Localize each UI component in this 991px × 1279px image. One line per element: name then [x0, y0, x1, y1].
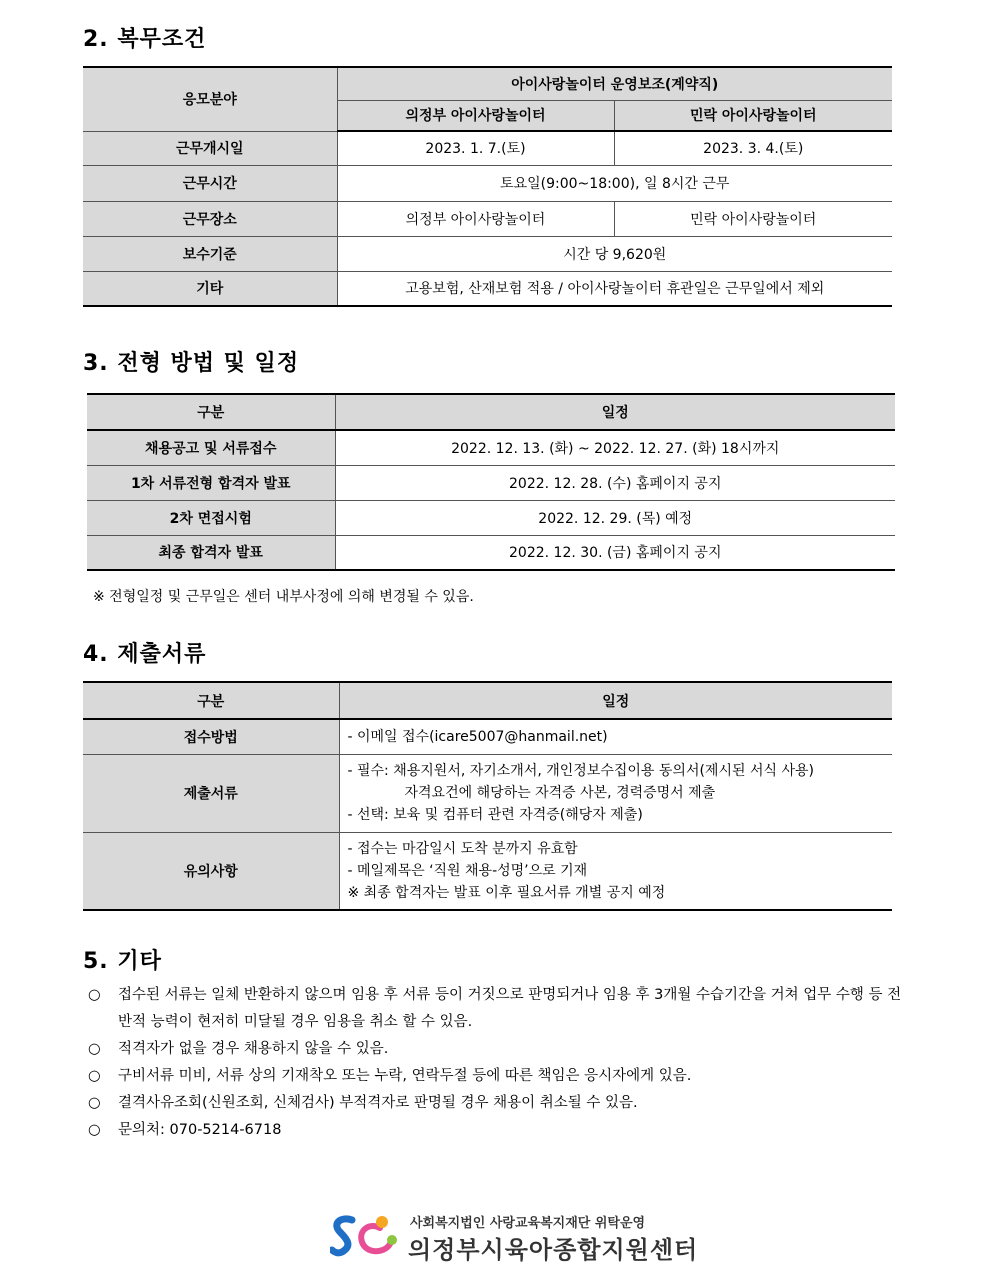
- submission-method: - 이메일 접수(icare5007@hanmail.net): [339, 719, 892, 754]
- header-category: 구분: [87, 394, 335, 430]
- row-value: 2022. 12. 30. (금) 홈페이지 공지: [335, 535, 895, 570]
- work-place-2: 민락 아이사랑놀이터: [614, 201, 892, 236]
- row-label: 유의사항: [83, 832, 339, 910]
- notice: [339, 832, 892, 910]
- row-label: 보수기준: [83, 236, 337, 271]
- table-row: [83, 832, 892, 910]
- row-label: 최종 합격자 발표: [87, 535, 335, 570]
- start-date-2: 2023. 3. 4.(토): [614, 131, 892, 165]
- list-item: ○ 접수된 서류는 일체 반환하지 않으며 임용 후 서류 등이 거짓으로 판명되거나 임용 후 3개월 수습기간을 거쳐 업무 수행 등 전반적 능력이 현저히 미달될 경우 임용을 취소 할 수 있음.: [88, 982, 903, 1036]
- row-label: 근무개시일: [83, 131, 337, 165]
- work-place-1: 의정부 아이사랑놀이터: [337, 201, 614, 236]
- etc-list: [88, 982, 903, 1144]
- bullet-icon: ○: [88, 1122, 101, 1138]
- row-value: 2022. 12. 13. (화) ~ 2022. 12. 27. (화) 18시까지: [335, 430, 895, 465]
- header-category: 구분: [83, 682, 339, 719]
- etc-info: 고용보험, 산재보험 적용 / 아이사랑놀이터 휴관일은 근무일에서 제외: [337, 271, 892, 306]
- work-hours: 토요일(9:00~18:00), 일 8시간 근무: [337, 165, 892, 201]
- doc-line: 자격요건에 해당하는 자격증 사본, 경력증명서 제출: [404, 785, 716, 801]
- row-label: 채용공고 및 서류접수: [87, 430, 335, 465]
- row-label: 근무장소: [83, 201, 337, 236]
- table-row: [83, 165, 892, 201]
- doc-line: - 필수: 채용지원서, 자기소개서, 개인정보수집이용 동의서(제시된 서식 사용): [347, 763, 814, 779]
- list-item: ○ 결격사유조회(신원조회, 신체검사) 부적격자로 판명될 경우 채용이 취소될 수 있음.: [88, 1090, 903, 1117]
- schedule-table: [87, 393, 895, 571]
- table-row: [83, 754, 892, 832]
- table-row: [83, 236, 892, 271]
- header-field: 응모분야: [83, 67, 337, 131]
- section-4-title: 4. 제출서류: [83, 642, 207, 667]
- section-3-title: 3. 전형 방법 및 일정: [83, 351, 300, 376]
- pay-standard: 시간 당 9,620원: [337, 236, 892, 271]
- header-location-1: 의정부 아이사랑놀이터: [337, 100, 614, 131]
- notice-line: - 메일제목은 ‘직원 채용-성명’으로 기재: [347, 862, 588, 879]
- footer-subtitle: 사회복지법인 사랑교육복지재단 위탁운영: [410, 1216, 646, 1231]
- bullet-icon: ○: [88, 1041, 101, 1057]
- table-row: [83, 719, 892, 754]
- row-label: 기타: [83, 271, 337, 306]
- section-5-title: 5. 기타: [83, 949, 162, 974]
- bullet-icon: ○: [88, 1068, 101, 1084]
- start-date-1: 2023. 1. 7.(토): [337, 131, 614, 165]
- doc-line: - 선택: 보육 및 컴퓨터 관련 자격증(해당자 제출): [347, 807, 643, 823]
- row-value: 2022. 12. 29. (목) 예정: [335, 500, 895, 535]
- header-schedule: 일정: [335, 394, 895, 430]
- table-row: [83, 271, 892, 306]
- bullet-icon: ○: [88, 1095, 101, 1111]
- table-row: [83, 201, 892, 236]
- list-item: ○ 구비서류 미비, 서류 상의 기재착오 또는 누락, 연락두절 등에 따른 책임은 응시자에게 있음.: [88, 1063, 903, 1090]
- table-row: [87, 465, 895, 500]
- row-label: 제출서류: [83, 754, 339, 832]
- section-2-title: 2. 복무조건: [83, 27, 207, 52]
- list-item: ○ 적격자가 없을 경우 채용하지 않을 수 있음.: [88, 1036, 903, 1063]
- bullet-icon: ○: [88, 987, 101, 1003]
- notice-line: ※ 최종 합격자는 발표 이후 필요서류 개별 공지 예정: [347, 884, 666, 901]
- schedule-note: ※ 전형일정 및 근무일은 센터 내부사정에 의해 변경될 수 있음.: [93, 589, 474, 605]
- list-item: ○ 문의처: 070-5214-6718: [88, 1117, 903, 1144]
- table-row: [87, 500, 895, 535]
- notice-line: - 접수는 마감일시 도착 분까지 유효함: [347, 840, 578, 857]
- center-logo-icon: [330, 1212, 402, 1258]
- footer: [330, 1210, 710, 1264]
- row-label: 근무시간: [83, 165, 337, 201]
- header-location-2: 민락 아이사랑놀이터: [614, 100, 892, 131]
- table-row: [87, 430, 895, 465]
- documents-table: [83, 681, 892, 911]
- header-schedule: 일정: [339, 682, 892, 719]
- required-documents: [339, 754, 892, 832]
- row-label: 접수방법: [83, 719, 339, 754]
- header-role: 아이사랑놀이터 운영보조(계약직): [337, 67, 892, 100]
- footer-title: 의정부시육아종합지원센터: [408, 1236, 699, 1264]
- row-label: 1차 서류전형 합격자 발표: [87, 465, 335, 500]
- table-row: [83, 131, 892, 165]
- row-value: 2022. 12. 28. (수) 홈페이지 공지: [335, 465, 895, 500]
- row-label: 2차 면접시험: [87, 500, 335, 535]
- table-row: [87, 535, 895, 570]
- work-conditions-table: [83, 66, 892, 307]
